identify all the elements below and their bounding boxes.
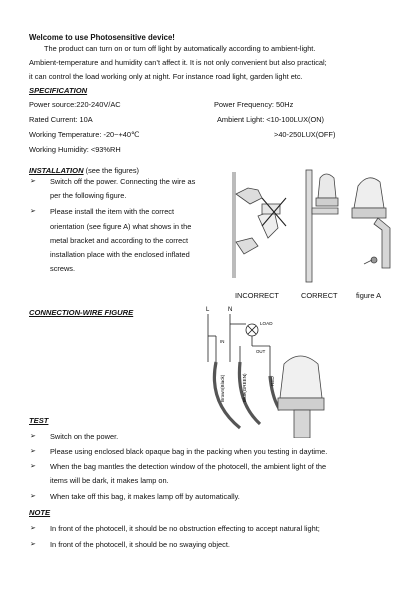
install-step2-line-3: metal bracket and according to the correct [50, 236, 189, 245]
figure-a-illustration [228, 168, 392, 286]
note-item-1: In front of the photocell, it should be no obstruction effecting to accept natural light; [50, 524, 320, 533]
install-step2-line-4: installation place with the enclosed inflated [50, 250, 190, 259]
spec-power-source: Power source:220-240V/AC [29, 100, 121, 109]
test-item-1: Switch on the power. [50, 432, 119, 441]
intro-line-3: it can control the load working only at night. For instance road light, garden light etc. [29, 72, 303, 81]
test-item-2: Please using enclosed black opaque bag in the packing when you testing in daytime. [50, 447, 328, 456]
test-item-4: When take off this bag, it makes lamp off by automatically. [50, 492, 240, 501]
connection-wire-diagram [180, 302, 340, 438]
document-title: Welcome to use Photosensitive device! [29, 33, 175, 42]
bullet-arrow-icon: ➢ [30, 493, 36, 500]
bullet-arrow-icon: ➢ [30, 448, 36, 455]
specification-heading: SPECIFICATION [29, 86, 88, 95]
bullet-arrow-icon: ➢ [30, 463, 36, 470]
install-step2-line-5: screws. [50, 264, 76, 273]
correct-mounting-drawing [306, 170, 338, 282]
diagram-label-blue: Blue(GREEN) [242, 373, 247, 402]
connection-heading: CONNECTION-WIRE FIGURE [29, 308, 134, 317]
install-step2-line-2: orientation (see figure A) what shows in the [50, 222, 192, 231]
bullet-arrow-icon: ➢ [30, 178, 36, 185]
incorrect-mounting-drawing [234, 172, 286, 278]
installation-heading-note: (see the figures) [83, 166, 140, 175]
spec-ambient-light-on: Ambient Light: <10-100LUX(ON) [217, 115, 325, 124]
bullet-arrow-icon: ➢ [30, 525, 36, 532]
spec-rated-current: Rated Current: 10A [29, 115, 93, 124]
label-figure-a: figure A [356, 291, 382, 300]
label-incorrect: INCORRECT [235, 291, 279, 300]
spec-working-humidity: Working Humidity: <93%RH [29, 145, 121, 154]
figure-a-sensor-drawing [352, 178, 390, 268]
label-correct: CORRECT [301, 291, 338, 300]
bullet-arrow-icon: ➢ [30, 208, 36, 215]
install-step1-line-2: per the following figure. [50, 191, 127, 200]
test-item-3-line-1: When the bag mantles the detection window of the photocell, the ambient light of the [50, 462, 327, 471]
installation-heading-row [29, 160, 139, 178]
diagram-label-load: LOAD [260, 321, 273, 326]
bullet-arrow-icon: ➢ [30, 433, 36, 440]
bullet-arrow-icon: ➢ [30, 541, 36, 548]
diagram-label-brown: Brown(Black) [220, 374, 225, 402]
diagram-label-in: IN [220, 339, 225, 344]
install-step2-line-1: Please install the item with the correct [50, 207, 175, 216]
test-heading: TEST [29, 416, 49, 425]
diagram-label-l: L [206, 307, 210, 313]
diagram-label-red: RED [270, 376, 275, 386]
install-step1-line-1: Switch off the power. Connecting the wire as [50, 177, 196, 186]
spec-working-temperature: Working Temperature: -20~+40℃ [29, 130, 140, 139]
installation-heading: INSTALLATION [29, 166, 84, 175]
photocell-sensor-drawing [278, 356, 324, 438]
test-item-3-line-2: items will be dark, it makes lamp on. [50, 476, 169, 485]
intro-line-1: The product can turn on or turn off light by automatically according to ambient-light. [44, 44, 316, 53]
note-heading: NOTE [29, 508, 51, 517]
note-item-2: In front of the photocell, it should be no swaying object. [50, 540, 230, 549]
spec-ambient-light-off: >40-250LUX(OFF) [274, 130, 336, 139]
intro-line-2: Ambient-temperature and humidity can’t affect it. It is not only convenient but also practical; [29, 58, 327, 67]
spec-power-frequency: Power Frequency: 50Hz [214, 100, 294, 109]
diagram-label-out: OUT [256, 349, 266, 354]
diagram-label-n: N [228, 307, 233, 313]
